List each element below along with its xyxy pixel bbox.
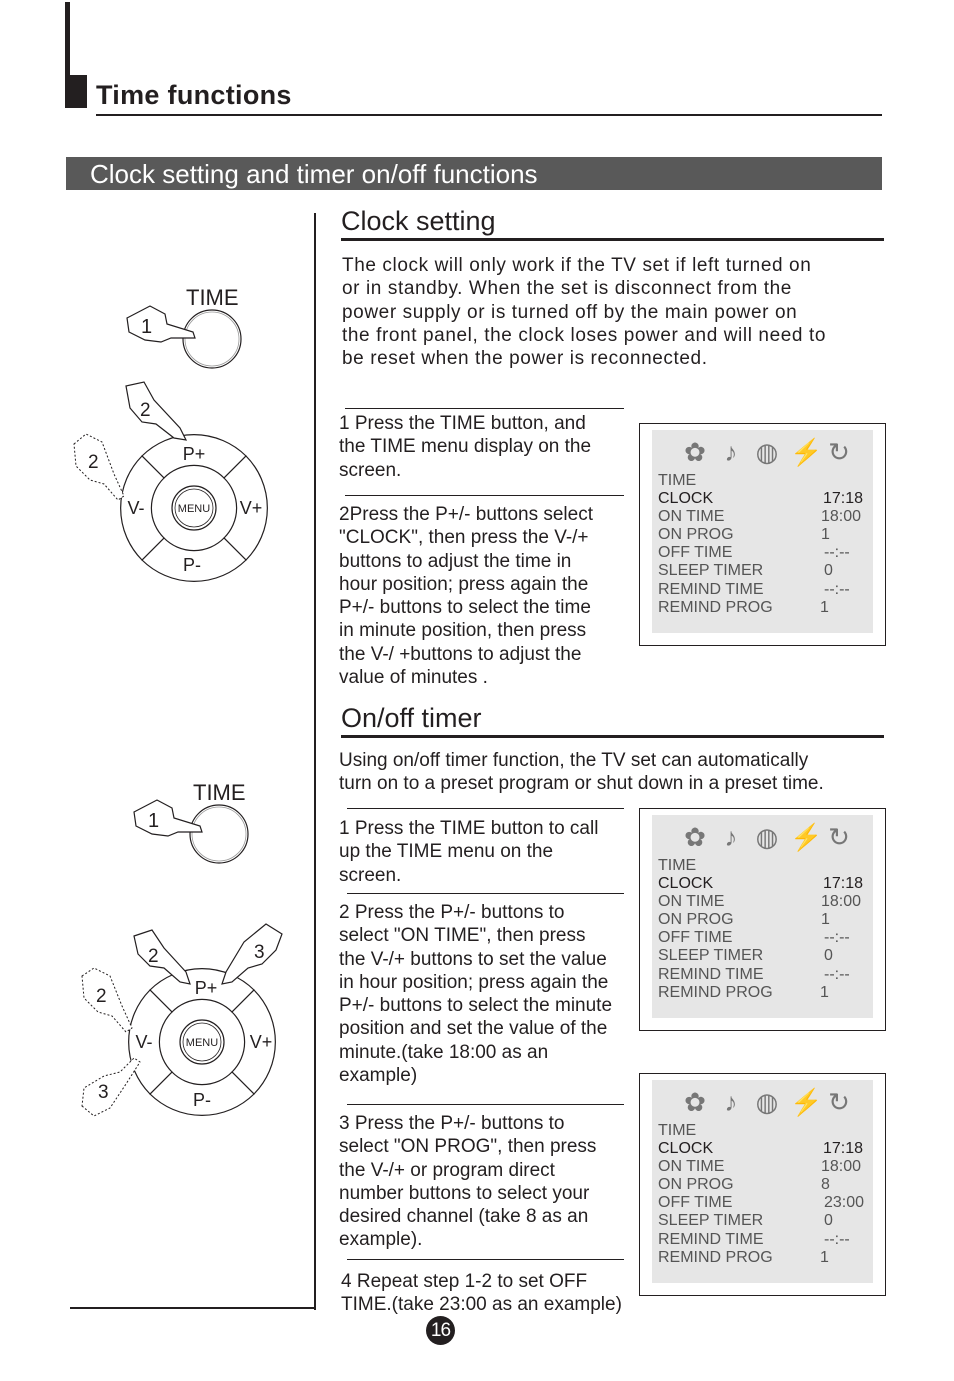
channel-icon: ⚡	[790, 437, 823, 467]
timer-step-2: 2 Press the P+/- buttons to select "ON TIME", then press the V-/+ buttons to set the value in hour position; press again the P+/- buttons to select the minute position and set the value of the minute.(take 18:00 as an example)	[339, 902, 613, 1087]
menu-background	[652, 1080, 873, 1283]
page-title: Time functions	[96, 80, 292, 110]
menu-item-sleep-timer: SLEEP TIMER	[658, 947, 764, 964]
menu-icon-bar	[682, 436, 852, 468]
menu-item-clock: CLOCK	[658, 875, 714, 892]
time-icon: ↻	[828, 822, 850, 852]
menu-item-on-prog: ON PROG	[658, 1176, 734, 1193]
step-number: 1	[148, 810, 160, 832]
step-rule	[347, 1259, 624, 1260]
time-button-label: TIME	[193, 780, 246, 805]
menu-item-on-time: ON TIME	[658, 1158, 725, 1175]
menu-value-sleep-timer: 0	[824, 947, 833, 964]
sound-icon: ♪	[724, 822, 738, 852]
p-plus-key-label: P+	[182, 444, 206, 464]
menu-icon-bar	[682, 821, 852, 853]
v-minus-key-label: V-	[135, 1032, 153, 1052]
menu-item-remind-prog: REMIND PROG	[658, 1249, 773, 1266]
function-icon: ◍	[755, 437, 779, 467]
section-banner	[66, 157, 882, 190]
on-off-timer-rule	[341, 735, 884, 738]
timer-intro: Using on/off timer function, the TV set can automatically turn on to a preset program or shut down in a preset time.	[339, 750, 824, 795]
menu-value-remind-time: --:--	[824, 581, 850, 598]
time-button-illustration	[122, 796, 262, 876]
clock-step-2: 2Press the P+/- buttons select "CLOCK", then press the V-/+ buttons to adjust the time in hour position; press again the P+/- buttons to select the time in minute position, then press the V-/ +buttons to adjust the value of minutes .	[339, 504, 593, 689]
menu-value-sleep-timer: 0	[824, 562, 833, 579]
hand-pointer-icon	[222, 924, 282, 984]
hand-pointer-dotted-icon	[82, 1058, 140, 1116]
function-icon: ◍	[755, 1087, 779, 1117]
step-number: 3	[254, 942, 265, 963]
sound-icon: ♪	[724, 437, 738, 467]
p-minus-key-label: P-	[193, 1090, 211, 1110]
hand-pointer-dotted-icon	[74, 434, 124, 500]
hand-pointer-icon	[134, 930, 190, 984]
menu-item-off-time: OFF TIME	[658, 1194, 733, 1211]
hand-pointer-icon	[134, 800, 202, 836]
menu-item-remind-time: REMIND TIME	[658, 581, 764, 598]
v-plus-key-label: V+	[249, 1032, 273, 1052]
menu-value-clock: 17:18	[823, 490, 864, 507]
menu-value-on-time: 18:00	[821, 1158, 862, 1175]
sound-icon: ♪	[724, 1087, 738, 1117]
time-menu-screen	[639, 1073, 886, 1296]
function-icon: ◍	[755, 822, 779, 852]
step-number: 2	[140, 400, 151, 421]
menu-value-on-prog: 8	[821, 1176, 830, 1193]
hand-pointer-dotted-icon	[82, 968, 132, 1032]
hand-pointer-icon	[126, 382, 186, 440]
remote-dpad-illustration	[76, 916, 290, 1126]
menu-heading: TIME	[658, 1122, 697, 1139]
timer-step-1: 1 Press the TIME button to call up the TIME menu on the screen.	[339, 818, 599, 886]
timer-step-3: 3 Press the P+/- buttons to select "ON PROG", then press the V-/+ or program direct number buttons to select your desired channel (take 8 as an example).	[339, 1113, 597, 1251]
picture-icon: ✿	[684, 437, 706, 467]
menu-item-remind-time: REMIND TIME	[658, 1231, 764, 1248]
menu-value-off-time: --:--	[824, 929, 850, 946]
clock-step-1: 1 Press the TIME button, and the TIME menu display on the screen.	[339, 413, 592, 481]
picture-icon: ✿	[684, 1087, 706, 1117]
step-number: 2	[88, 452, 99, 473]
menu-background	[652, 815, 873, 1018]
menu-item-off-time: OFF TIME	[658, 929, 733, 946]
clock-setting-title: Clock setting	[341, 206, 496, 236]
menu-item-on-prog: ON PROG	[658, 526, 734, 543]
header-bar-block	[65, 75, 87, 108]
picture-icon: ✿	[684, 822, 706, 852]
step-number: 3	[98, 1082, 109, 1103]
menu-value-remind-prog: 1	[820, 984, 829, 1001]
menu-value-clock: 17:18	[823, 875, 864, 892]
menu-value-clock: 17:18	[823, 1140, 864, 1157]
remote-dpad-illustration	[68, 378, 278, 590]
menu-value-on-time: 18:00	[821, 893, 862, 910]
menu-value-remind-prog: 1	[820, 1249, 829, 1266]
menu-background	[652, 430, 873, 633]
step-rule	[347, 808, 624, 809]
time-icon: ↻	[828, 1087, 850, 1117]
step-rule	[345, 495, 624, 496]
on-off-timer-title: On/off timer	[341, 703, 482, 733]
clock-setting-rule	[341, 238, 884, 241]
menu-value-remind-time: --:--	[824, 1231, 850, 1248]
time-button-illustration	[115, 300, 255, 380]
menu-item-clock: CLOCK	[658, 490, 714, 507]
menu-item-clock: CLOCK	[658, 1140, 714, 1157]
menu-item-sleep-timer: SLEEP TIMER	[658, 562, 764, 579]
menu-item-remind-prog: REMIND PROG	[658, 984, 773, 1001]
time-button-label: TIME	[186, 285, 239, 310]
banner-text: Clock setting and timer on/off functions	[90, 159, 538, 189]
menu-item-on-time: ON TIME	[658, 893, 725, 910]
channel-icon: ⚡	[790, 822, 823, 852]
time-menu-screen	[639, 423, 886, 646]
menu-value-remind-prog: 1	[820, 599, 829, 616]
title-rule	[96, 114, 882, 116]
menu-item-remind-time: REMIND TIME	[658, 966, 764, 983]
menu-value-on-prog: 1	[821, 911, 830, 928]
hand-pointer-icon	[127, 306, 195, 342]
time-icon: ↻	[828, 437, 850, 467]
page-number: 16	[426, 1316, 455, 1345]
step-number: 2	[96, 986, 107, 1007]
menu-value-remind-time: --:--	[824, 966, 850, 983]
menu-value-off-time: --:--	[824, 544, 850, 561]
menu-value-on-prog: 1	[821, 526, 830, 543]
menu-key-label: MENU	[185, 1037, 219, 1049]
step-rule	[345, 408, 624, 409]
step-number: 2	[148, 946, 159, 967]
menu-item-on-prog: ON PROG	[658, 911, 734, 928]
clock-intro: The clock will only work if the TV set if left turned on or in standby. When the set is disconnect from the power supply or is turned off by the main power on the front panel, the clock loses power and will need to be reset when the power is reconnected.	[342, 255, 826, 370]
p-minus-key-label: P-	[183, 555, 201, 575]
v-plus-key-label: V+	[239, 498, 263, 518]
step-rule	[347, 893, 624, 894]
step-number: 1	[141, 316, 153, 338]
menu-value-on-time: 18:00	[821, 508, 862, 525]
menu-icon-bar	[682, 1086, 852, 1118]
v-minus-key-label: V-	[127, 498, 145, 518]
menu-heading: TIME	[658, 472, 697, 489]
p-plus-key-label: P+	[194, 978, 218, 998]
menu-value-sleep-timer: 0	[824, 1212, 833, 1229]
menu-item-on-time: ON TIME	[658, 508, 725, 525]
channel-icon: ⚡	[790, 1087, 823, 1117]
menu-item-remind-prog: REMIND PROG	[658, 599, 773, 616]
bottom-rule	[70, 1307, 316, 1309]
menu-key-label: MENU	[177, 503, 211, 515]
column-divider	[314, 213, 316, 1310]
timer-step-4: 4 Repeat step 1-2 to set OFF TIME.(take 23:00 as an example)	[341, 1271, 622, 1316]
menu-value-off-time: 23:00	[824, 1194, 865, 1211]
step-rule	[347, 1104, 624, 1105]
time-menu-screen	[639, 808, 886, 1031]
menu-heading: TIME	[658, 857, 697, 874]
menu-item-off-time: OFF TIME	[658, 544, 733, 561]
menu-item-sleep-timer: SLEEP TIMER	[658, 1212, 764, 1229]
